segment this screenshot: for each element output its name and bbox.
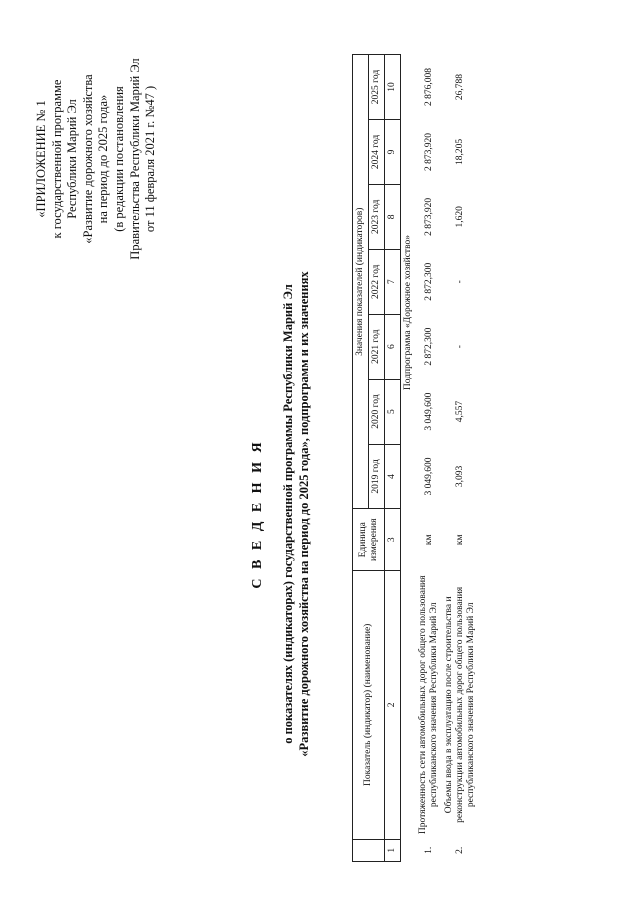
document-subtitle-line-2: «Развитие дорожного хозяйства на период до 2025 года», подпрограмм и их значениях [297,271,311,757]
appendix-line: Республики Марий Эл [65,99,80,219]
appendix-line: к государственной программе [49,79,64,239]
header-cell-empty [353,839,385,861]
subprogram-row [401,55,417,862]
appendix-line: от 11 февраля 2021 г. №47 ) [143,85,158,233]
column-number: 6 [385,314,401,379]
row-value: 26,788 [455,73,465,101]
appendix-line: Правительства Республики Марий Эл [127,58,142,260]
appendix-line: (в редакции постановления [111,86,126,232]
column-number: 10 [385,55,401,120]
document-subtitle-line-1: о показателях (индикаторах) государственной программы Республики Марий Эл [281,284,295,744]
row-value: 4,557 [455,400,465,423]
row-value: 18,205 [455,138,465,166]
column-number: 2 [385,571,401,839]
row-value: 3 049,600 [423,457,434,496]
indicators-table [352,54,479,862]
row-number: 2. [455,846,465,854]
row-value: 2 873,920 [423,197,434,236]
column-number: 1 [385,839,401,861]
row-unit: км [423,534,434,546]
column-numbers-row [385,55,401,862]
document-title: С В Е Д Е Н И Я [250,439,265,589]
row-indicator-name: Протяженность сети автомобильных дорог общего пользования республиканского значения Республики Марий Эл [418,575,439,835]
column-number: 3 [385,509,401,571]
header-values-group: Значения показателей (индикаторов) [353,55,369,509]
column-number: 5 [385,379,401,444]
row-value: 2 876,008 [423,68,434,106]
row-value: 3 049,600 [423,392,434,431]
appendix-line: «ПРИЛОЖЕНИЕ № 1 [34,100,48,218]
table-header-row [353,55,369,862]
table-row [416,55,442,862]
header-year: 2023 год [369,184,385,249]
header-year: 2025 год [369,55,385,120]
row-unit: км [455,534,465,546]
appendix-line: на период до 2025 года» [96,94,111,224]
row-value: 2 872,300 [423,262,434,301]
row-indicator-name: Объемы ввода в эксплуатацию после строительства и реконструкции автомобильных дорог общего пользования республиканского значения Республики Марий Эл [444,586,476,823]
column-number: 9 [385,120,401,185]
column-number: 4 [385,444,401,509]
document-heading [250,164,312,864]
row-value: 2 873,920 [423,132,434,171]
header-year: 2019 год [369,444,385,509]
subprogram-title: Подпрограмма «Дорожное хозяйство» [403,234,413,391]
header-indicator: Показатель (индикатор) (наименование) [353,571,385,839]
appendix-line: «Развитие дорожного хозяйства [80,74,95,244]
row-number: 1. [423,846,434,854]
table-row [442,55,479,862]
row-value: - [455,345,465,349]
header-year: 2021 год [369,314,385,379]
row-value: 3,093 [455,465,465,488]
header-year: 2022 год [369,249,385,314]
column-number: 7 [385,249,401,314]
row-value: 1,620 [455,206,465,228]
header-year: 2024 год [369,120,385,185]
header-unit: Единица измерения [353,509,385,571]
row-value: - [455,280,465,284]
header-year: 2020 год [369,379,385,444]
column-number: 8 [385,184,401,249]
appendix-block [34,34,159,284]
row-value: 2 872,300 [423,327,434,366]
